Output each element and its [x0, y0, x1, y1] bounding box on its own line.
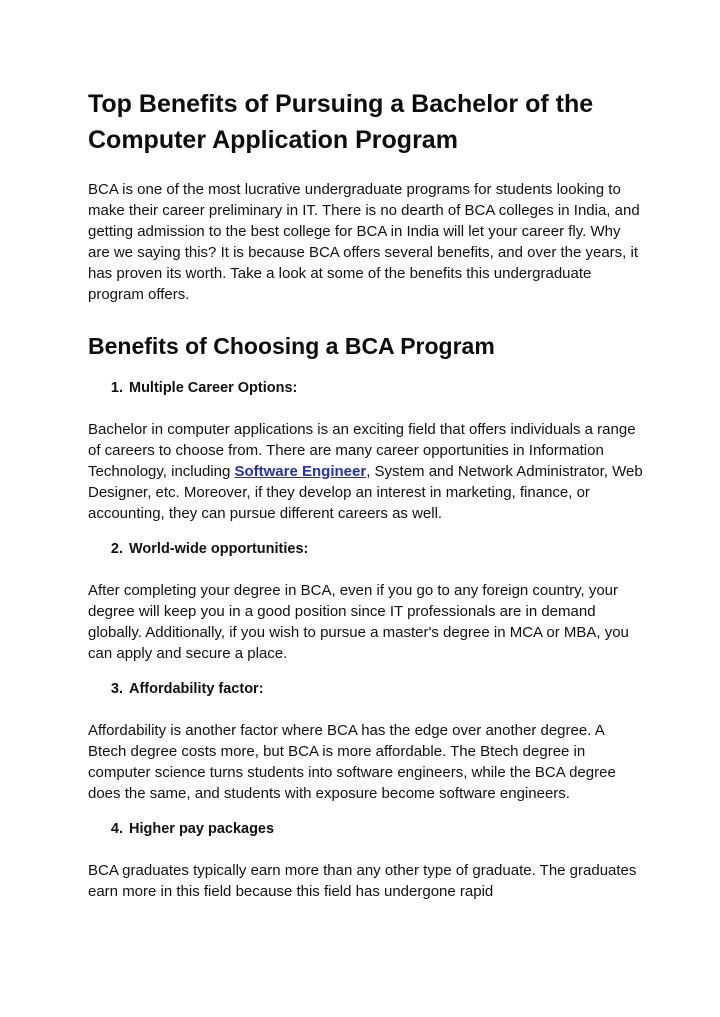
list-number: 1. — [110, 380, 123, 396]
section-paragraph-2: After completing your degree in BCA, even if you go to any foreign country, your degree will keep you in a good position since IT professionals are in demand globally. Additionally, if you wish to pursue a master's degree in MCA or MBA, you can apply and secure a place. — [88, 582, 629, 662]
list-item-4 — [88, 819, 644, 839]
list-number: 3. — [110, 681, 123, 697]
paragraph-text: Bachelor in computer applications is an exciting field that offers individuals a range of careers to choose from. There are many career opportunities in Information Technology, including — [88, 421, 636, 480]
list-number: 4. — [110, 821, 123, 837]
list-item-1 — [88, 378, 644, 398]
document-page — [88, 86, 644, 902]
list-item-title: World-wide opportunities: — [129, 541, 309, 557]
section-paragraph-4: BCA graduates typically earn more than any other type of graduate. The graduates earn more in this field because this field has undergone rapid — [88, 862, 637, 900]
list-item-2 — [88, 539, 644, 559]
list-item-title: Multiple Career Options: — [129, 380, 298, 396]
list-item-3 — [88, 679, 644, 699]
section-heading: Benefits of Choosing a BCA Program — [88, 333, 495, 359]
list-item-title: Higher pay packages — [129, 821, 275, 837]
paragraph-text: , System and Network Administrator, Web Designer, etc. Moreover, if they develop an interest in marketing, finance, or accounting, they can pursue different careers as well. — [88, 463, 643, 522]
list-item-title: Affordability factor: — [129, 681, 264, 697]
intro-paragraph: BCA is one of the most lucrative undergraduate programs for students looking to make their career preliminary in IT. There is no dearth of BCA colleges in India, and getting admission to the best college for BCA in India will let your career fly. Why are we saying this? It is because BCA offers several benefits, and over the years, it has proven its worth. Take a look at some of the benefits this undergraduate program offers. — [88, 181, 640, 303]
section-paragraph-1 — [88, 419, 644, 524]
software-engineer-link[interactable]: Software Engineer — [234, 463, 367, 480]
page-title: Top Benefits of Pursuing a Bachelor of the Computer Application Program — [88, 90, 594, 154]
section-paragraph-3: Affordability is another factor where BCA has the edge over another degree. A Btech degree costs more, but BCA is more affordable. The Btech degree in computer science turns students into software engineers, while the BCA degree does the same, and students with exposure become software engineers. — [88, 722, 616, 802]
list-number: 2. — [110, 541, 123, 557]
